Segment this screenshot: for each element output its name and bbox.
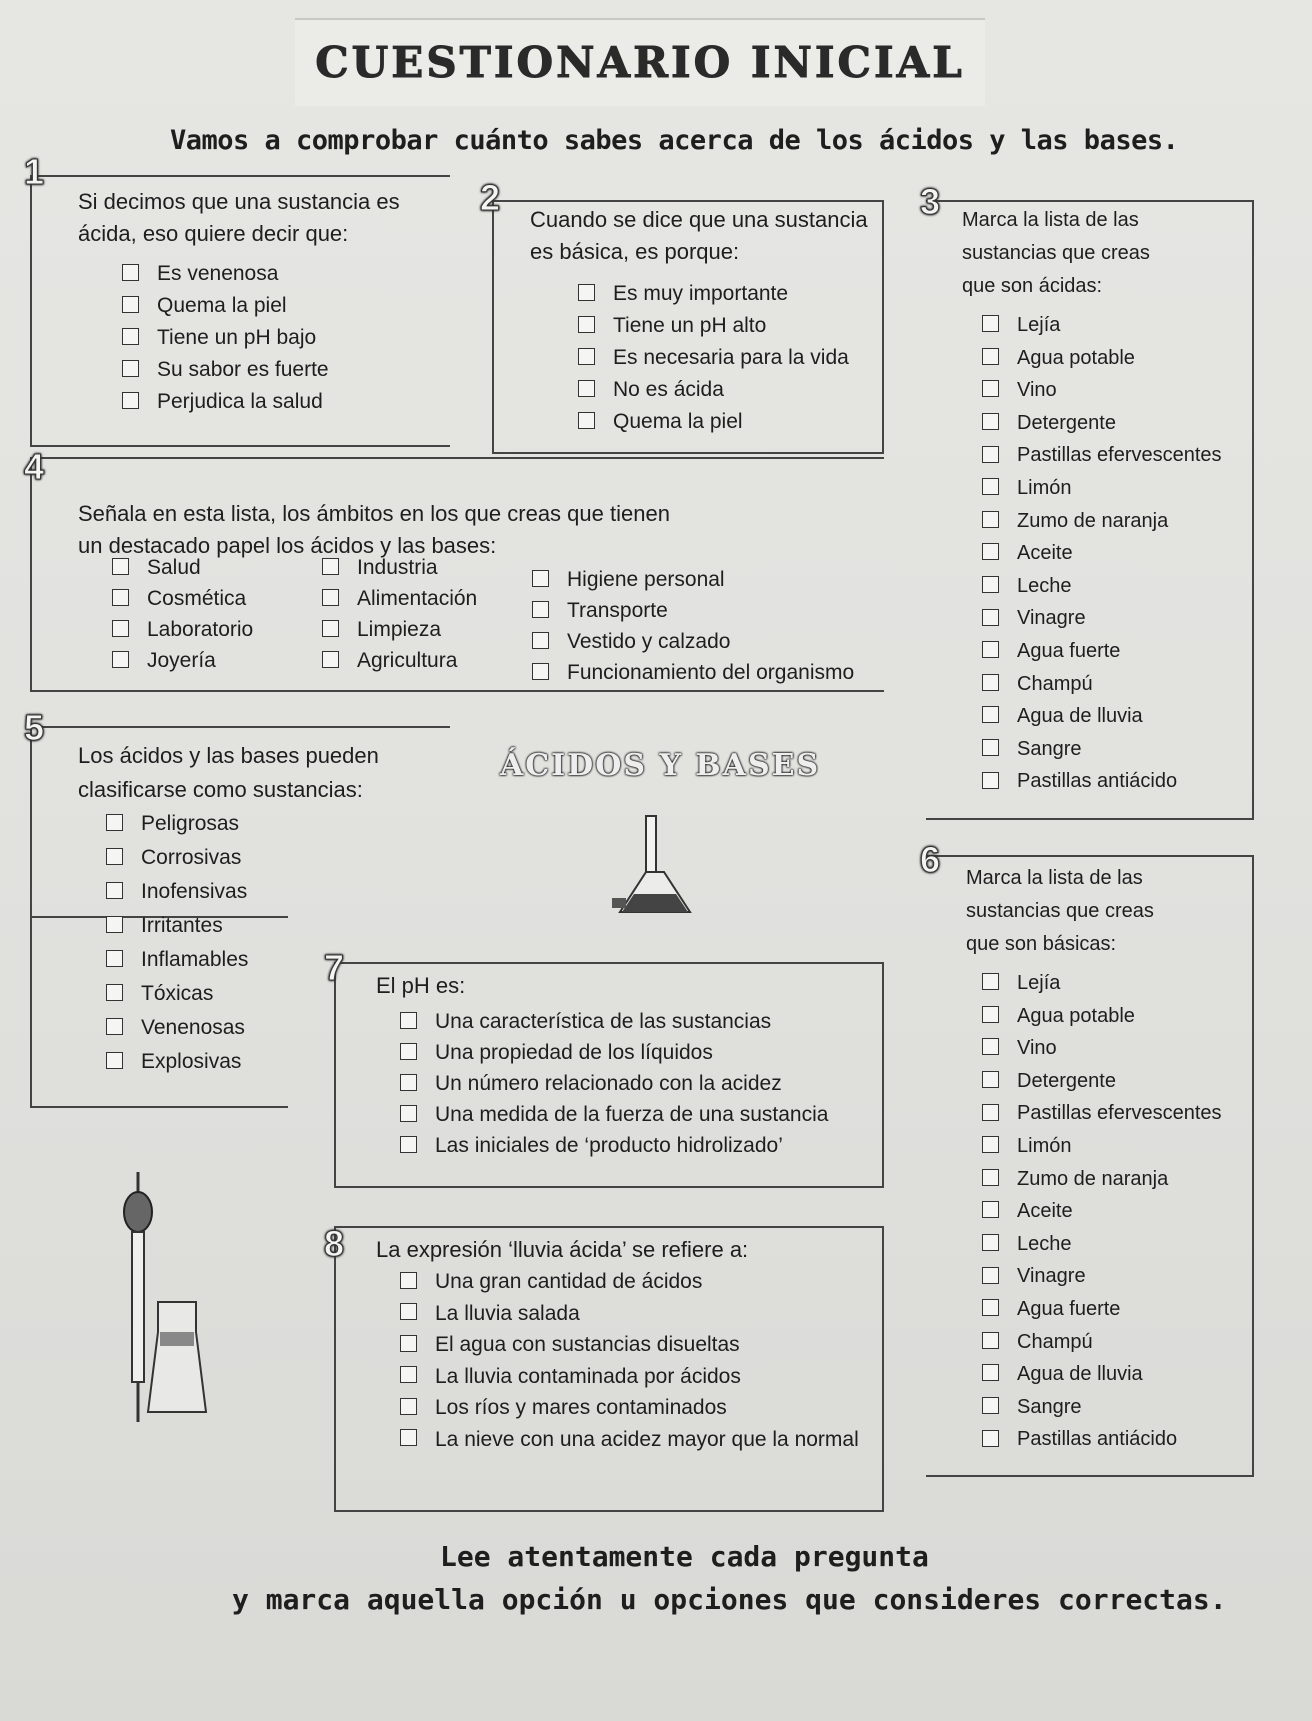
checkbox[interactable] (982, 511, 999, 528)
q3-option[interactable] (982, 444, 1222, 467)
q7-option-label: Una propiedad de los líquidos (435, 1041, 713, 1064)
q3-option-label: Pastillas efervescentes (1017, 444, 1222, 467)
q3-number-badge: 3 (919, 181, 941, 222)
checkbox[interactable] (400, 1429, 417, 1446)
checkbox[interactable] (982, 315, 999, 332)
q5-option-label: Inflamables (141, 948, 249, 971)
checkbox[interactable] (578, 380, 595, 397)
checkbox[interactable] (400, 1398, 417, 1415)
checkbox[interactable] (578, 412, 595, 429)
checkbox[interactable] (982, 348, 999, 365)
q4-col1-option[interactable] (112, 587, 246, 611)
q2-number-badge: 2 (479, 177, 501, 218)
checkbox[interactable] (532, 663, 549, 680)
q7-option-label: Una característica de las sustancias (435, 1010, 772, 1033)
q3-option-label: Agua potable (1017, 346, 1135, 369)
checkbox[interactable] (982, 1267, 999, 1284)
q5-option[interactable] (106, 846, 241, 870)
q4-col1-option[interactable] (112, 618, 253, 642)
checkbox[interactable] (982, 1169, 999, 1186)
checkbox[interactable] (322, 620, 339, 637)
q5-box-lower (30, 916, 288, 1108)
q4-col3-option-label: Vestido y calzado (567, 630, 731, 653)
q1-option[interactable]: Es venenosa (122, 262, 278, 286)
checkbox[interactable] (112, 620, 129, 637)
checkbox[interactable] (982, 641, 999, 658)
q8-option[interactable] (400, 1428, 859, 1452)
checkbox[interactable] (982, 478, 999, 495)
checkbox[interactable] (400, 1105, 417, 1122)
q3-option-label: Agua de lluvia (1017, 705, 1143, 728)
q5-option[interactable] (106, 1016, 245, 1040)
q3-option[interactable] (982, 705, 1143, 728)
q6-option[interactable] (982, 1265, 1086, 1288)
q1-number-badge: 1 (23, 151, 45, 192)
beaker (148, 1302, 206, 1412)
checkbox[interactable] (982, 674, 999, 691)
q6-question-line-1: Marca la lista de las (966, 867, 1143, 889)
q7-option[interactable] (400, 1103, 828, 1127)
q7-option-label: Una medida de la fuerza de una sustancia (435, 1103, 829, 1126)
q5-option-label: Inofensivas (141, 880, 248, 903)
footer-line-1: Lee atentamente cada pregunta (440, 1540, 929, 1573)
q6-option[interactable] (982, 1298, 1120, 1321)
q2-option[interactable]: Tiene un pH alto (578, 314, 766, 338)
checkbox[interactable] (106, 882, 123, 899)
checkbox[interactable] (106, 916, 123, 933)
intro-text: Vamos a comprobar cuánto sabes acerca de los ácidos y las bases. (170, 125, 1179, 156)
q5-option[interactable] (106, 948, 248, 972)
q4-col2-option-label: Industria (357, 556, 438, 579)
q3-question-line-1: Marca la lista de las (962, 209, 1139, 231)
q6-option-label: Leche (1017, 1232, 1072, 1255)
q3-option-label: Zumo de naranja (1017, 509, 1169, 532)
checkbox[interactable] (982, 1071, 999, 1088)
q4-col3-option[interactable] (532, 568, 725, 592)
q7-number-badge: 7 (323, 947, 345, 988)
q4-col3-option[interactable] (532, 599, 668, 623)
q4-col3-option[interactable] (532, 630, 730, 654)
q4-col2-option-label: Alimentación (357, 587, 478, 610)
q6-question-line-2: sustancias que creas (966, 900, 1154, 922)
checkbox[interactable] (982, 609, 999, 626)
q7-option[interactable] (400, 1041, 713, 1065)
q6-option-label: Agua de lluvia (1017, 1363, 1143, 1386)
q6-option-label: Aceite (1017, 1200, 1073, 1223)
q3-option[interactable] (982, 379, 1057, 402)
q4-col3-option-label: Higiene personal (567, 568, 725, 591)
q3-option[interactable] (982, 542, 1073, 565)
q4-col2-option[interactable] (322, 556, 438, 580)
checkbox[interactable] (982, 973, 999, 990)
q3-option-label: Pastillas antiácido (1017, 770, 1178, 793)
q3-option[interactable] (982, 770, 1177, 793)
separatory-bulb (124, 1192, 152, 1232)
q5-option[interactable] (106, 914, 223, 938)
q5-option-label: Explosivas (141, 1050, 242, 1073)
checkbox[interactable] (106, 814, 123, 831)
q4-col1-option-label: Salud (147, 556, 201, 579)
checkbox[interactable] (106, 848, 123, 865)
checkbox[interactable] (400, 1074, 417, 1091)
q3-option-label: Leche (1017, 574, 1072, 597)
q4-col2-option[interactable] (322, 618, 441, 642)
q5-option-label: Peligrosas (141, 812, 240, 835)
checkbox[interactable] (106, 1018, 123, 1035)
q3-option-label: Limón (1017, 477, 1072, 499)
q4-col3-option[interactable] (532, 661, 854, 685)
checkbox[interactable] (322, 589, 339, 606)
checkbox[interactable] (122, 296, 139, 313)
q4-col1-option-label: Laboratorio (147, 618, 254, 641)
checkbox[interactable] (106, 984, 123, 1001)
q2-question-line-2: es básica, es porque: (530, 239, 740, 264)
q4-col1-option-label: Joyería (147, 649, 216, 672)
q6-option[interactable] (982, 1102, 1222, 1125)
q6-option-label: Champú (1017, 1330, 1093, 1353)
q4-col1-option-label: Cosmética (147, 587, 247, 610)
q7-option[interactable] (400, 1072, 782, 1096)
q6-option[interactable] (982, 1363, 1143, 1386)
checkbox[interactable] (982, 380, 999, 397)
q6-option-label: Pastillas efervescentes (1017, 1102, 1222, 1125)
q6-option-label: Limón (1017, 1135, 1072, 1157)
q6-option[interactable] (982, 1168, 1168, 1191)
q8-option-label: Una gran cantidad de ácidos (435, 1270, 703, 1293)
q2-option[interactable]: No es ácida (578, 378, 724, 402)
checkbox[interactable] (982, 1006, 999, 1023)
checkbox[interactable] (400, 1043, 417, 1060)
q6-option[interactable] (982, 1396, 1082, 1419)
checkbox[interactable] (982, 706, 999, 723)
q2-option[interactable]: Es muy importante (578, 282, 788, 306)
flask-illustration (610, 812, 710, 922)
q3-option-label: Vinagre (1017, 607, 1086, 630)
q1-option[interactable]: Su sabor es fuerte (122, 358, 329, 382)
footer-line-2: y marca aquella opción u opciones que consideres correctas. (232, 1583, 1227, 1616)
q3-option-label: Vino (1017, 379, 1057, 402)
checkbox[interactable] (982, 1136, 999, 1153)
q2-option[interactable]: Es necesaria para la vida (578, 346, 849, 370)
checkbox[interactable] (112, 589, 129, 606)
checkbox[interactable] (400, 1303, 417, 1320)
q1-option[interactable]: Quema la piel (122, 294, 287, 318)
checkbox[interactable] (982, 1234, 999, 1251)
q5-option[interactable] (106, 1050, 241, 1074)
checkbox[interactable] (532, 570, 549, 587)
q5-option[interactable] (106, 880, 247, 904)
q4-col2-option-label: Limpieza (357, 618, 442, 641)
q3-option-label: Detergente (1017, 411, 1116, 434)
q4-col3-option-label: Transporte (567, 599, 668, 622)
q3-option[interactable] (982, 673, 1093, 696)
checkbox[interactable] (578, 284, 595, 301)
q6-option[interactable] (982, 1037, 1057, 1060)
q4-col2-option[interactable] (322, 649, 457, 673)
q1-option[interactable]: Perjudica la salud (122, 390, 323, 414)
checkbox[interactable] (982, 1201, 999, 1218)
q5-option-label: Tóxicas (141, 982, 214, 1005)
q4-col3-option-label: Funcionamiento del organismo (567, 661, 855, 684)
q6-option[interactable] (982, 1428, 1177, 1451)
q3-option-label: Agua fuerte (1017, 640, 1121, 662)
q3-option[interactable] (982, 412, 1116, 435)
q3-question-line-2: sustancias que creas (962, 242, 1150, 264)
q8-option-label: El agua con sustancias disueltas (435, 1333, 740, 1356)
q3-option[interactable] (982, 738, 1082, 761)
checkbox[interactable] (322, 558, 339, 575)
q5-option[interactable] (106, 812, 239, 836)
q2-option[interactable]: Quema la piel (578, 410, 743, 434)
q1-option[interactable]: Tiene un pH bajo (122, 326, 316, 350)
q3-option[interactable] (982, 510, 1168, 533)
q5-question-line-2: clasificarse como sustancias: (78, 777, 363, 802)
q6-question-line-3: que son básicas: (966, 933, 1117, 955)
checkbox[interactable] (400, 1335, 417, 1352)
q4-col1-option[interactable] (112, 556, 201, 580)
q3-option[interactable] (982, 347, 1135, 370)
q8-option[interactable] (400, 1396, 727, 1420)
checkbox[interactable] (532, 601, 549, 618)
q4-col2-option[interactable] (322, 587, 477, 611)
q2-question-line-1: Cuando se dice que una sustancia (530, 207, 868, 232)
checkbox[interactable] (982, 413, 999, 430)
q4-col1-option[interactable] (112, 649, 216, 673)
checkbox[interactable] (982, 1397, 999, 1414)
q5-question-line-1: Los ácidos y las bases pueden (78, 743, 379, 768)
checkbox[interactable] (578, 348, 595, 365)
q6-option-label: Zumo de naranja (1017, 1167, 1169, 1190)
q8-option[interactable] (400, 1270, 702, 1294)
checkbox[interactable] (106, 1052, 123, 1069)
checkbox[interactable] (578, 316, 595, 333)
checkbox[interactable] (106, 950, 123, 967)
q6-option-label: Lejía (1017, 972, 1061, 994)
q8-option-label: La nieve con una acidez mayor que la normal (435, 1427, 859, 1451)
q8-option[interactable] (400, 1365, 741, 1389)
checkbox[interactable] (982, 1364, 999, 1381)
q4-question-line-2: un destacado papel los ácidos y las bases: (78, 533, 497, 558)
q6-option-label: Agua potable (1017, 1004, 1135, 1027)
q3-option[interactable] (982, 477, 1071, 500)
checkbox[interactable] (400, 1136, 417, 1153)
q5-option-label: Irritantes (141, 914, 223, 937)
q1-question-line-1: Si decimos que una sustancia es (78, 189, 400, 214)
q7-question: El pH es: (376, 973, 466, 998)
q3-option-label: Aceite (1017, 542, 1073, 565)
q7-option-label: Las iniciales de ‘producto hidrolizado’ (435, 1134, 783, 1157)
burette-column (132, 1232, 144, 1382)
burette-illustration (108, 1172, 208, 1432)
checkbox[interactable] (400, 1272, 417, 1289)
q6-option[interactable] (982, 1070, 1116, 1093)
q8-option[interactable] (400, 1302, 580, 1326)
q5-option-label: Venenosas (141, 1016, 245, 1039)
q5-option-label: Corrosivas (141, 846, 242, 869)
checkbox[interactable] (982, 739, 999, 756)
checkbox[interactable] (982, 543, 999, 560)
q6-option-label: Detergente (1017, 1069, 1116, 1092)
q6-option-label: Vino (1017, 1037, 1057, 1060)
checkbox[interactable] (122, 360, 139, 377)
q8-option-label: Los ríos y mares contaminados (435, 1396, 727, 1419)
q6-option[interactable] (982, 972, 1060, 995)
q3-option[interactable] (982, 607, 1086, 630)
q4-question-line-1: Señala en esta lista, los ámbitos en los que creas que tienen (78, 501, 670, 526)
q8-option[interactable] (400, 1333, 740, 1357)
checkbox[interactable] (982, 1104, 999, 1121)
q8-number-badge: 8 (323, 1223, 345, 1264)
checkbox[interactable] (322, 651, 339, 668)
q6-option[interactable] (982, 1005, 1135, 1028)
q4-number-badge: 4 (23, 446, 45, 487)
checkbox[interactable] (982, 1430, 999, 1447)
checkbox[interactable] (122, 392, 139, 409)
q3-option[interactable] (982, 314, 1060, 337)
q3-option-label: Sangre (1017, 737, 1082, 760)
q3-option[interactable] (982, 640, 1120, 663)
q6-option[interactable] (982, 1135, 1071, 1158)
checkbox[interactable] (982, 772, 999, 789)
q5-number-badge: 5 (23, 707, 45, 748)
q3-option-label: Lejía (1017, 314, 1061, 336)
checkbox[interactable] (982, 1299, 999, 1316)
checkbox[interactable] (982, 446, 999, 463)
checkbox[interactable] (400, 1366, 417, 1383)
q8-option-label: La lluvia contaminada por ácidos (435, 1364, 741, 1388)
q6-number-badge: 6 (919, 839, 941, 880)
q6-option-label: Vinagre (1017, 1265, 1086, 1288)
acidos-bases-title: ÁCIDOS Y BASES (500, 748, 821, 783)
q8-option-label: La lluvia salada (435, 1301, 580, 1325)
q3-question-line-3: que son ácidas: (962, 275, 1103, 297)
page-title: CUESTIONARIO INICIAL (315, 38, 965, 87)
checkbox[interactable] (982, 1038, 999, 1055)
checkbox[interactable] (112, 558, 129, 575)
q6-option-label: Pastillas antiácido (1017, 1428, 1178, 1451)
checkbox[interactable] (122, 328, 139, 345)
checkbox[interactable] (532, 632, 549, 649)
checkbox[interactable] (982, 1332, 999, 1349)
q6-option-label: Sangre (1017, 1395, 1082, 1418)
q3-option[interactable] (982, 575, 1072, 598)
q5-option[interactable] (106, 982, 213, 1006)
q1-question-line-2: ácida, eso quiere decir que: (78, 221, 349, 246)
q4-col2-option-label: Agricultura (357, 649, 458, 672)
q7-option[interactable] (400, 1134, 783, 1158)
q3-option-label: Champú (1017, 672, 1093, 695)
checkbox[interactable] (400, 1012, 417, 1029)
q7-option[interactable] (400, 1010, 771, 1034)
q6-option[interactable] (982, 1233, 1072, 1256)
q6-option[interactable] (982, 1331, 1093, 1354)
q8-question: La expresión ‘lluvia ácida’ se refiere a: (376, 1237, 749, 1262)
checkbox[interactable] (982, 576, 999, 593)
beaker-liquid (160, 1332, 194, 1346)
flask-stopper (612, 898, 626, 908)
checkbox[interactable] (112, 651, 129, 668)
q6-option[interactable] (982, 1200, 1073, 1223)
checkbox[interactable] (122, 264, 139, 281)
q7-option-label: Un número relacionado con la acidez (435, 1072, 782, 1095)
q6-option-label: Agua fuerte (1017, 1298, 1121, 1320)
